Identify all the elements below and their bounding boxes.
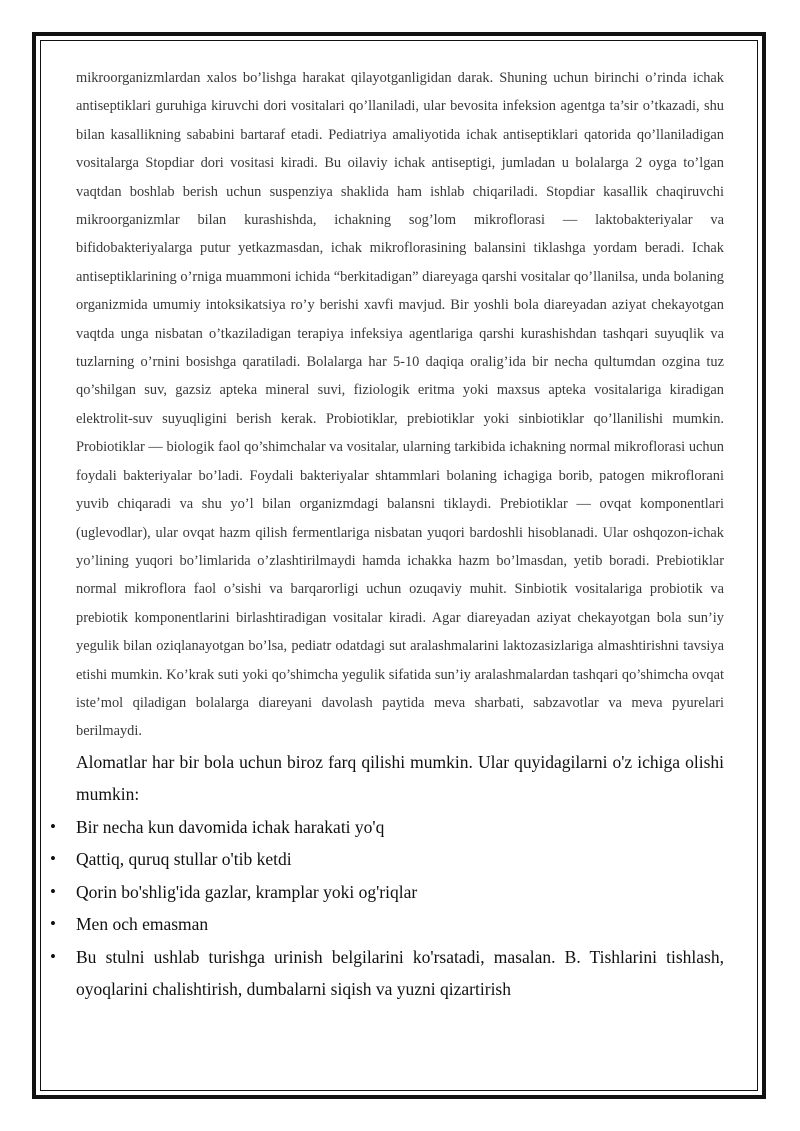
bullet-icon: • <box>50 849 56 869</box>
symptom-text: Qattiq, quruq stullar o'tib ketdi <box>76 849 292 870</box>
symptom-list <box>50 811 724 1006</box>
symptom-text: Men och emasman <box>76 914 209 935</box>
document-content <box>50 64 724 1006</box>
bullet-icon: • <box>50 914 56 934</box>
symptoms-intro-paragraph: Alomatlar har bir bola uchun biroz farq qilishi mumkin. Ular quyidagilarni o'z ichiga olishi mumkin: <box>76 751 724 805</box>
symptom-list-item <box>50 843 724 876</box>
bullet-icon: • <box>50 816 56 836</box>
symptom-text: Bu stulni ushlab turishga urinish belgilarini ko'rsatadi, masalan. B. Tishlarini tishlash, oyoqlarini chalishtirish, dumbalarni siqish va yuzni qizartirish <box>76 946 724 1000</box>
body-paragraph: mikroorganizmlardan xalos bo’lishga harakat qilayotganligidan darak. Shuning uchun birinchi o’rinda ichak antiseptiklari guruhiga kiruvchi dori vositalari qo’llaniladi, ular bevosita infeksion agentga ta’sir o’tkazadi, shu bilan kasallikning sababini bartaraf etadi. Pediatriya amaliyotida ichak antiseptiklari qatorida qo’llaniladigan vositalarga Stopdiar dori vositasi kiradi. Bu oilaviy ichak antiseptigi, jumladan u bolalarga 2 oyga to’lgan vaqtdan boshlab berish uchun suspenziya shaklida ham ishlab chiqariladi. Stopdiar kasallik chaqiruvchi mikroorganizmlar bilan kurashishda, ichakning sog’lom mikroflorasi — laktobakteriyalar va bifidobakteriyalarga putur yetkazmasdan, ichak mikroflorasining balansini tiklashga yordam beradi. Ichak antiseptiklarining o’rniga muammoni ichida “berkitadigan” diareyaga qarshi vositalar qo’llanilsa, unda bolaning organizmida umumiy intoksikatsiya ro’y berishi xavfi mavjud. Bir yoshli bola diareyadan aziyat chekayotgan vaqtda unga nisbatan o’tkaziladigan terapiya infeksiya agentlariga qarshi kurashishdan tashqari suyuqlik va tuzlarning o’rnini bosishga qaratiladi. Bolalarga har 5-10 daqiqa oralig’ida bir necha qultumdan ozgina tuz qo’shilgan suv, gazsiz apteka mineral suvi, fiziologik eritma yoki maxsus apteka vositalariga kiradigan elektrolit-suv suyuqligini berish kerak. Probiotiklar, prebiotiklar yoki sinbiotiklar qo’llanilishi mumkin. Probiotiklar — biologik faol qo’shimchalar va vositalar, ularning tarkibida ichakning normal mikroflorasi uchun foydali bakteriyalar bo’ladi. Foydali bakteriyalar shtammlari bolaning ichagiga borib, patogen mikroflorani yuvib chiqaradi va shu yo’l bilan organizmdagi balansni tiklaydi. Prebiotiklar — ovqat komponentlari (uglevodlar), ular ovqat hazm qilish fermentlariga nisbatan yuqori bardoshli hisoblanadi. Ular oshqozon-ichak yo’lining yuqori bo’limlarida o’zlashtirilmaydi hamda ichakka hazm bo’lmasdan, yetib boradi. Prebiotiklar normal mikroflora faol o’sishi va barqarorligi uchun ozuqaviy muhit. Sinbiotik vositalariga probiotik va prebiotik komponentlarini birlashtiradigan vositalar kiradi. Agar diareyadan aziyat chekayotgan bola sun’iy yegulik bilan oziqlanayotgan bo’lsa, pediatr odatdagi sut aralashmalarini laktozasizlariga almashtirishni tavsiya etishi mumkin. Ko’krak suti yoki qo’shimcha yegulik sifatida sun’iy aralashmalardan tashqari qo’shimcha ovqat iste’mol qiladigan bolalarga diareyani davolash paytida meva sharbati, sabzavotlar va meva pyurelari berilmaydi. <box>76 70 724 740</box>
symptom-list-item <box>50 908 724 941</box>
symptom-list-item <box>50 941 724 1006</box>
symptom-text: Qorin bo'shlig'ida gazlar, kramplar yoki og'riqlar <box>76 881 418 902</box>
symptom-list-item <box>50 876 724 909</box>
bullet-icon: • <box>50 881 56 901</box>
bullet-icon: • <box>50 946 56 966</box>
symptom-text: Bir necha kun davomida ichak harakati yo'q <box>76 816 385 837</box>
symptom-list-item <box>50 811 724 844</box>
